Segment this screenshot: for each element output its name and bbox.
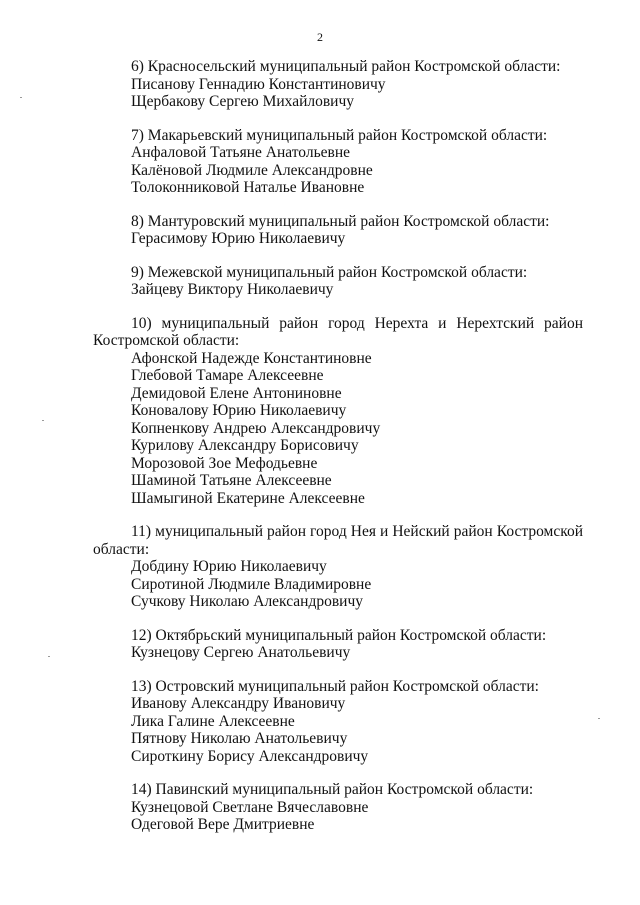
person-name: Сироткину Борису Александровичу — [131, 747, 369, 765]
section-8 — [93, 213, 583, 248]
person-name: Калёновой Людмиле Александровне — [131, 161, 373, 179]
person-name: Анфаловой Татьяне Анатольевне — [131, 144, 351, 161]
person-name: Зайцеву Виктору Николаевичу — [131, 281, 334, 298]
section-13 — [93, 678, 583, 766]
person-name: Писанову Геннадию Константиновичу — [131, 75, 386, 93]
section-9 — [93, 264, 583, 299]
section-heading: 9) Межевской муниципальный район Костромской области: — [131, 263, 528, 281]
section-heading: 6) Красносельский муниципальный район Костромской области: — [131, 58, 561, 75]
person-name: Сучкову Николаю Александровичу — [131, 593, 363, 610]
section-heading: 14) Павинский муниципальный район Костромской области: — [131, 781, 534, 798]
scan-speck — [20, 97, 22, 98]
person-name: Коновалову Юрию Николаевичу — [131, 402, 347, 419]
person-name: Щербакову Сергею Михайловичу — [131, 93, 355, 110]
person-name: Глебовой Тамаре Алексеевне — [131, 367, 324, 384]
person-name: Одеговой Вере Дмитриевне — [131, 816, 315, 833]
section-7 — [93, 127, 583, 197]
person-name: Шамыгиной Екатерине Алексеевне — [131, 489, 365, 507]
person-name: Шаминой Татьяне Алексеевне — [131, 472, 332, 489]
scan-speck — [48, 656, 50, 657]
section-heading: 12) Октябрьский муниципальный район Костромской области: — [131, 626, 547, 644]
section-12 — [93, 627, 583, 662]
page-number: 2 — [317, 30, 323, 44]
person-name: Демидовой Елене Антониновне — [131, 384, 342, 402]
section-heading: 13) Островский муниципальный район Костромской области: — [131, 677, 539, 695]
person-name: Лика Галине Алексеевне — [131, 712, 295, 730]
section-6 — [93, 58, 583, 111]
person-name: Афонской Надежде Константиновне — [131, 349, 372, 367]
document-body — [93, 58, 583, 850]
person-name: Толоконниковой Наталье Ивановне — [131, 179, 365, 196]
scan-speck — [42, 420, 44, 421]
section-heading: 11) муниципальный район город Нея и Нейский район Костромской области: — [93, 523, 583, 558]
person-name: Кузнецову Сергею Анатольевичу — [131, 644, 351, 661]
section-11 — [93, 523, 583, 611]
person-name: Кузнецовой Светлане Вячеславовне — [131, 798, 369, 816]
section-10 — [93, 315, 583, 508]
section-heading: 8) Мантуровский муниципальный район Костромской области: — [131, 212, 550, 230]
person-name: Копненкову Андрею Александровичу — [131, 419, 381, 437]
person-name: Пятнову Николаю Анатольевичу — [131, 730, 348, 747]
person-name: Сиротиной Людмиле Владимировне — [131, 575, 372, 593]
person-name: Иванову Александру Ивановичу — [131, 695, 346, 712]
person-name: Герасимову Юрию Николаевичу — [131, 230, 346, 247]
section-heading: 7) Макарьевский муниципальный район Костромской области: — [131, 126, 548, 144]
scan-speck — [598, 718, 600, 719]
section-heading: 10) муниципальный район город Нерехта и Нерехтский район Костромской области: — [93, 314, 583, 349]
person-name: Курилову Александру Борисовичу — [131, 437, 359, 454]
section-14 — [93, 781, 583, 834]
person-name: Морозовой Зое Мефодьевне — [131, 454, 318, 472]
person-name: Добдину Юрию Николаевичу — [131, 558, 327, 575]
